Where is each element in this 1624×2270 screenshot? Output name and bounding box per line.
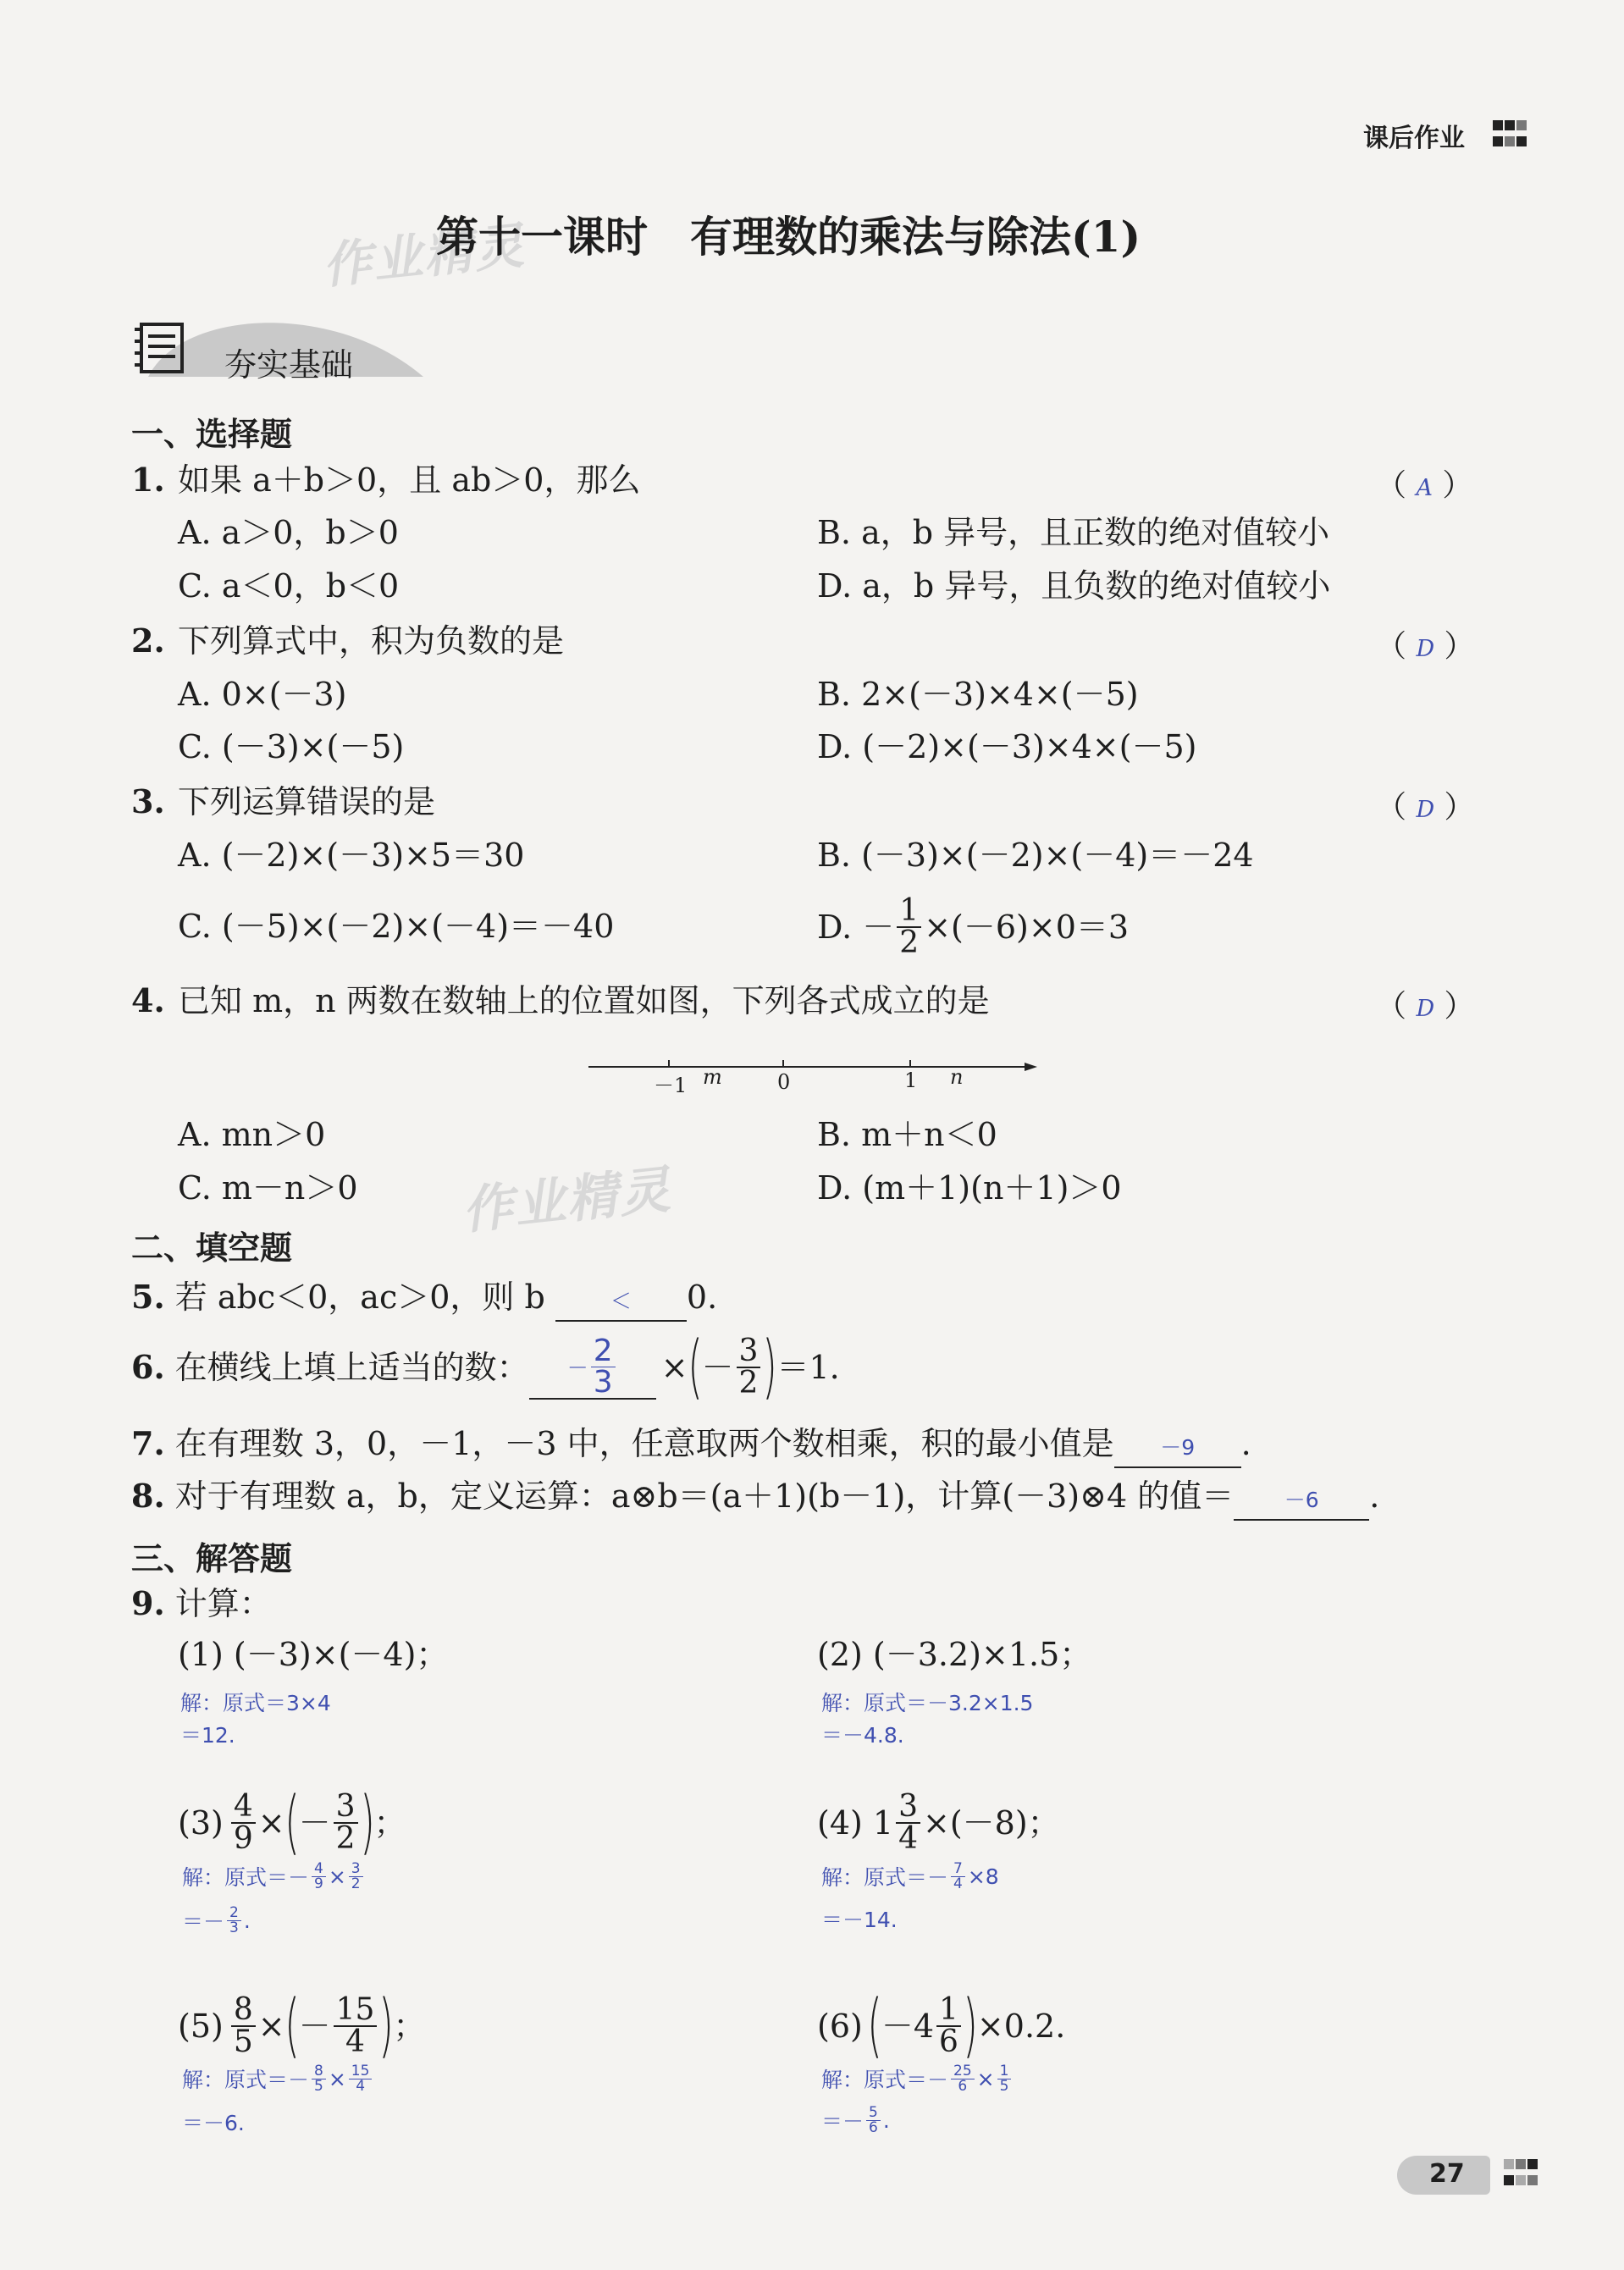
q4-option-d: D. (m＋1)(n＋1)＞0 [817, 1169, 1122, 1207]
q9-item-5-sol1-text: 解：原式＝－ [182, 2068, 310, 2092]
q9-item-3-sol2 [182, 1905, 251, 1936]
q9-item-5-end: ； [393, 2008, 426, 2045]
q9-item-6-sol2-frac: $\frac{5}{6}$ [866, 2106, 881, 2135]
q9-item-3-end: ； [373, 1804, 406, 1842]
q9-item-5-frac1: $\frac{8}{5}$ [231, 1995, 256, 2057]
q6-answer-fraction: $\frac{2}{3}$ [591, 1336, 616, 1398]
nl-label-m: m [703, 1065, 722, 1089]
q9-item-6-sol2-text: ＝－ [821, 2109, 864, 2134]
q7-post: . [1240, 1425, 1251, 1462]
page-number: 27 [1429, 2159, 1465, 2189]
q3-option-d-prefix: D. － [817, 909, 895, 946]
q9-item-6-sol1-text: 解：原式＝－ [821, 2068, 949, 2092]
q6-answer-sign: － [566, 1355, 588, 1380]
q9-item-6-whole: －4 [881, 2008, 935, 2045]
q7-answer: －9 [1160, 1435, 1196, 1460]
q7-num: 7. [131, 1424, 165, 1462]
q9-item-4 [817, 1785, 1060, 1861]
q9-item-5 [178, 1986, 426, 2067]
q9-item-6-sol1 [821, 2063, 1014, 2094]
q9-item-4-label: (4) 1 [817, 1804, 894, 1842]
q9-item-5-sol1 [182, 2063, 374, 2094]
q3-option-d-fraction: $\frac{1}{2}$ [897, 896, 921, 958]
q7-blank [1114, 1425, 1241, 1468]
q9-item-6-label: (6) [817, 2008, 863, 2045]
q4-answer: D [1416, 996, 1435, 1022]
q6-blank [529, 1333, 656, 1400]
q9-item-6-frac: $\frac{1}{6}$ [936, 1995, 961, 2057]
q4-option-a: A. mn＞0 [178, 1116, 326, 1153]
q9-item-3-label: (3) [178, 1804, 224, 1842]
q9-item-5-frac2: $\frac{15}{4}$ [334, 1995, 378, 2057]
q7-text: 在有理数 3，0，－1，－3 中，任意取两个数相乘，积的最小值是 [174, 1425, 1114, 1462]
q9-item-3-lparen: ( [284, 1782, 300, 1864]
q9-line [131, 1585, 272, 1622]
q9-item-5-sol1-frac2: $\frac{15}{4}$ [349, 2064, 373, 2094]
footer-squares-icon [1503, 2157, 1554, 2190]
q9-item-3 [178, 1782, 406, 1864]
q9-item-6-rparen: ) [963, 1986, 978, 2067]
q9-stem: 计算： [174, 1585, 272, 1622]
q9-item-6-sol1-frac2: $\frac{1}{5}$ [997, 2064, 1012, 2094]
q1-stem: 如果 a＋b＞0，且 ab＞0，那么 [178, 461, 641, 499]
page-title: 第十一课时 有理数的乘法与除法(1) [436, 212, 1141, 262]
q9-item-3-sol2-frac: $\frac{2}{3}$ [227, 1906, 241, 1936]
q2-option-a: A. 0×(－3) [178, 676, 347, 713]
q9-item-6-sol2 [821, 2105, 890, 2135]
nl-label-neg1: －1 [654, 1074, 688, 1097]
q1-option-d: D. a，b 异号，且负数的绝对值较小 [817, 567, 1331, 605]
q6-text: 在横线上填上适当的数： [174, 1349, 529, 1386]
q9-item-2-sol1: 解：原式＝－3.2×1.5 [821, 1691, 1034, 1715]
q9-item-3-sol1-text: 解：原式＝－ [182, 1865, 310, 1890]
q8-num: 8. [131, 1477, 165, 1515]
q9-item-1: (1) (－3)×(－4)； [178, 1636, 449, 1673]
q6-factor-sign: － [701, 1349, 734, 1386]
part-two-heading: 二、填空题 [131, 1229, 293, 1267]
q9-item-5-label: (5) [178, 2008, 224, 2045]
q9-item-5-sol1-frac1: $\frac{8}{5}$ [312, 2064, 326, 2094]
q1-option-c: C. a＜0，b＜0 [178, 567, 400, 605]
q9-item-4-sol1-rest: ×8 [967, 1864, 999, 1889]
q3-num: 3. [131, 782, 165, 820]
q9-item-5-sol1-op: × [328, 2066, 346, 2091]
q9-item-4-sol1-frac: $\frac{7}{4}$ [951, 1862, 965, 1892]
q9-item-5-sign: － [298, 2008, 331, 2045]
number-line-axis [584, 1050, 1041, 1101]
q9-item-3-sol1-frac2: $\frac{3}{2}$ [349, 1862, 363, 1892]
section-title: 夯实基础 [224, 346, 354, 384]
q3-option-d-suffix: ×(－6)×0＝3 [924, 909, 1130, 946]
q9-item-4-rest: ×(－8)； [923, 1804, 1060, 1842]
q6-factor-fraction: $\frac{3}{2}$ [737, 1336, 761, 1399]
part-one-heading: 一、选择题 [131, 416, 293, 453]
q9-item-6-lparen: ( [867, 1986, 882, 2067]
q9-item-6-rest: ×0.2. [976, 2008, 1066, 2045]
q3-stem: 下列运算错误的是 [178, 783, 436, 820]
q6-post: ＝1. [776, 1349, 840, 1386]
q8-text: 对于有理数 a，b，定义运算：a⊗b＝(a＋1)(b－1)，计算(－3)⊗4 的值＝ [174, 1477, 1235, 1515]
q6-num: 6. [131, 1348, 165, 1386]
q9-item-6-sol2-end: . [882, 2107, 890, 2133]
q9-item-5-rparen: ) [378, 1986, 395, 2067]
q9-item-2: (2) (－3.2)×1.5； [817, 1636, 1092, 1673]
nl-label-n: n [950, 1065, 964, 1089]
q3-answer: D [1416, 797, 1435, 823]
q5-text: 若 abc＜0，ac＞0，则 b [174, 1279, 545, 1316]
q3-option-b: B. (－3)×(－2)×(－4)＝－24 [817, 837, 1254, 874]
header-label: 课后作业 [1363, 124, 1465, 153]
q1-option-a: A. a＞0，b＞0 [178, 514, 399, 551]
q9-item-5-sol2: ＝－6. [182, 2111, 245, 2135]
q3-option-c: C. (－5)×(－2)×(－4)＝－40 [178, 908, 615, 945]
q8-answer: －6 [1284, 1488, 1319, 1512]
q5-answer: ＜ [610, 1289, 632, 1313]
q4-num: 4. [131, 981, 165, 1019]
q2-num: 2. [131, 621, 165, 660]
watermark-middle: 作业精灵 [459, 1160, 675, 1241]
q5-post: 0. [686, 1279, 718, 1316]
q9-item-3-sol1 [182, 1861, 366, 1892]
q9-item-3-sol2-text: ＝－ [182, 1909, 225, 1934]
q2-option-d: D. (－2)×(－3)×4×(－5) [817, 728, 1197, 765]
q8-line [131, 1477, 1379, 1521]
q3-option-a: A. (－2)×(－3)×5＝30 [178, 837, 525, 874]
q6-left-paren: ( [687, 1327, 703, 1408]
q2-answer-bracket: （ D ） [1376, 629, 1475, 664]
q5-blank [555, 1279, 687, 1322]
notebook-icon [131, 321, 191, 380]
q9-item-4-frac: $\frac{3}{4}$ [896, 1792, 920, 1854]
q9-item-4-sol1 [821, 1861, 999, 1892]
q6-line [131, 1329, 840, 1406]
nl-label-1: 1 [904, 1069, 918, 1092]
q9-item-6-sol1-op: × [976, 2066, 995, 2091]
q9-item-3-frac1: $\frac{4}{9}$ [231, 1792, 256, 1854]
q1-answer: A [1416, 475, 1433, 501]
q3-option-d [817, 891, 1129, 964]
q9-item-3-frac2: $\frac{3}{2}$ [334, 1792, 358, 1854]
q1-answer-bracket: （ A ） [1376, 468, 1473, 503]
section-banner [131, 301, 428, 385]
part-three-heading: 三、解答题 [131, 1540, 293, 1577]
q9-item-5-op: × [257, 2008, 285, 2045]
q2-option-b: B. 2×(－3)×4×(－5) [817, 676, 1139, 713]
q9-item-3-sol1-op: × [328, 1864, 346, 1889]
q2-option-c: C. (－3)×(－5) [178, 728, 405, 765]
number-line [584, 1050, 1041, 1101]
q6-right-paren: ) [762, 1327, 778, 1408]
q1-option-b: B. a，b 异号，且正数的绝对值较小 [817, 514, 1330, 551]
q9-item-6 [817, 1986, 1066, 2067]
q9-item-1-sol2: ＝12. [180, 1723, 235, 1748]
q9-item-1-sol1: 解：原式＝3×4 [180, 1691, 331, 1715]
q5-num: 5. [131, 1278, 165, 1316]
q6-times: × [660, 1349, 688, 1386]
q8-blank [1234, 1477, 1369, 1521]
q3-answer-bracket: （ D ） [1376, 790, 1475, 825]
q9-item-4-sol2: ＝－14. [821, 1908, 898, 1932]
q2-stem: 下列算式中，积为负数的是 [178, 622, 565, 660]
q1-num: 1. [131, 461, 165, 499]
q9-item-3-sign: － [298, 1804, 331, 1842]
q9-item-3-sol1-frac1: $\frac{4}{9}$ [312, 1862, 326, 1892]
q9-item-5-lparen: ( [284, 1986, 300, 2067]
q9-item-3-op: × [257, 1804, 285, 1842]
q9-item-2-sol2: ＝－4.8. [821, 1723, 904, 1748]
q4-answer-bracket: （ D ） [1376, 989, 1475, 1024]
q4-stem: 已知 m，n 两数在数轴上的位置如图，下列各式成立的是 [178, 982, 990, 1019]
q8-post: . [1369, 1477, 1380, 1515]
q4-option-b: B. m＋n＜0 [817, 1116, 997, 1153]
q9-item-3-sol2-end: . [243, 1908, 251, 1933]
header-squares-icon [1492, 119, 1543, 151]
q9-item-4-sol1-text: 解：原式＝－ [821, 1865, 949, 1890]
q5-line [131, 1279, 717, 1322]
q9-num: 9. [131, 1584, 165, 1622]
watermark-top: 作业精灵 [319, 216, 528, 295]
q9-item-3-rparen: ) [359, 1782, 375, 1864]
q2-answer: D [1416, 636, 1435, 662]
q9-item-6-sol1-frac1: $\frac{25}{6}$ [951, 2064, 975, 2094]
nl-label-0: 0 [777, 1070, 791, 1094]
q4-option-c: C. m－n＞0 [178, 1169, 358, 1207]
q7-line [131, 1425, 1251, 1468]
